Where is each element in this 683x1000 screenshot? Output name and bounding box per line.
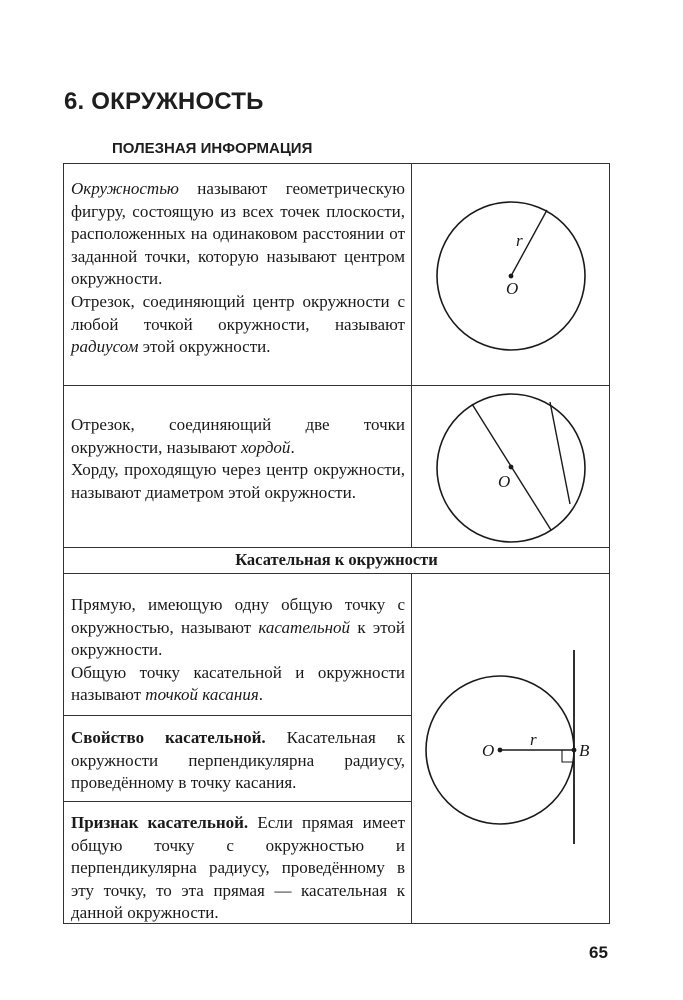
tangent-definition-end: к этой окружности. [71,617,405,660]
row-divider-4 [64,715,411,716]
chord-center-label: O [498,472,511,491]
circle-radius-figure [412,164,609,385]
radius-label: r [516,231,523,250]
tangent-point-text: Общую точку касательной и окружности называют [71,662,405,705]
row-divider-5 [64,801,411,802]
tangent-criterion-text: Если прямая имеет общую точку с окружностью и перпендикулярна радиусу, проведённому в эту точку, то эта прямая — касательная к данной окружности. [71,813,406,923]
tangent-definition-text: Прямую, имеющую одну общую точку с окружностью, называют [71,595,405,637]
tangent-property-heading: Свойство касательной. [71,728,266,747]
circle-definition-text: называют геометрическую фигуру, состоящую из всех точек плоскости, расположенных на одинаковом расстоянии от заданной точки, которую называют центром окружности. [71,179,405,289]
diameter-definition-text: Хорду, проходящую через центр окружности, называют диаметром этой окружности. [71,460,405,502]
tangent-property [71,727,405,795]
tangent-radius-label: r [530,730,537,749]
section-title: ПОЛЕЗНАЯ ИНФОРМАЦИЯ [112,140,313,157]
row-divider-2 [64,547,609,548]
chord-definition-end: . [290,437,295,457]
center-label: O [506,279,519,298]
term-circle: Окружностью [71,179,179,198]
chord-definition-text: Отрезок, соединяющий две точки окружности, называют [71,415,405,457]
tangent-center-label: O [482,741,495,760]
tangent-band-title: Касательная к окружности [235,550,438,569]
radius-definition-end: этой окружности. [138,337,271,357]
tangent-point-end: . [258,685,264,705]
circle-definition [71,178,405,359]
tangent-figure [412,574,609,923]
tangent-property-text: Касательная к окружности перпендикулярна радиусу, проведённому в точку касания. [71,728,405,793]
chord-definition [71,414,405,504]
chord-diameter-figure [412,386,609,547]
tangent-criterion [71,812,405,925]
radius-definition-text: Отрезок, соединяющий центр окружности с любой точкой окружности, называют [71,291,405,334]
tangent-definition [71,594,405,707]
term-tangent: касательной [258,617,351,637]
info-table [63,163,610,924]
tangent-point-label: B [579,741,590,760]
page-number: 65 [589,943,608,962]
chapter-title: 6. ОКРУЖНОСТЬ [64,88,264,115]
term-radius: радиусом [71,337,139,357]
term-chord: хордой [240,437,291,457]
term-tangent-point: точкой касания [145,685,259,705]
tangent-criterion-heading: Признак касательной. [71,813,249,832]
